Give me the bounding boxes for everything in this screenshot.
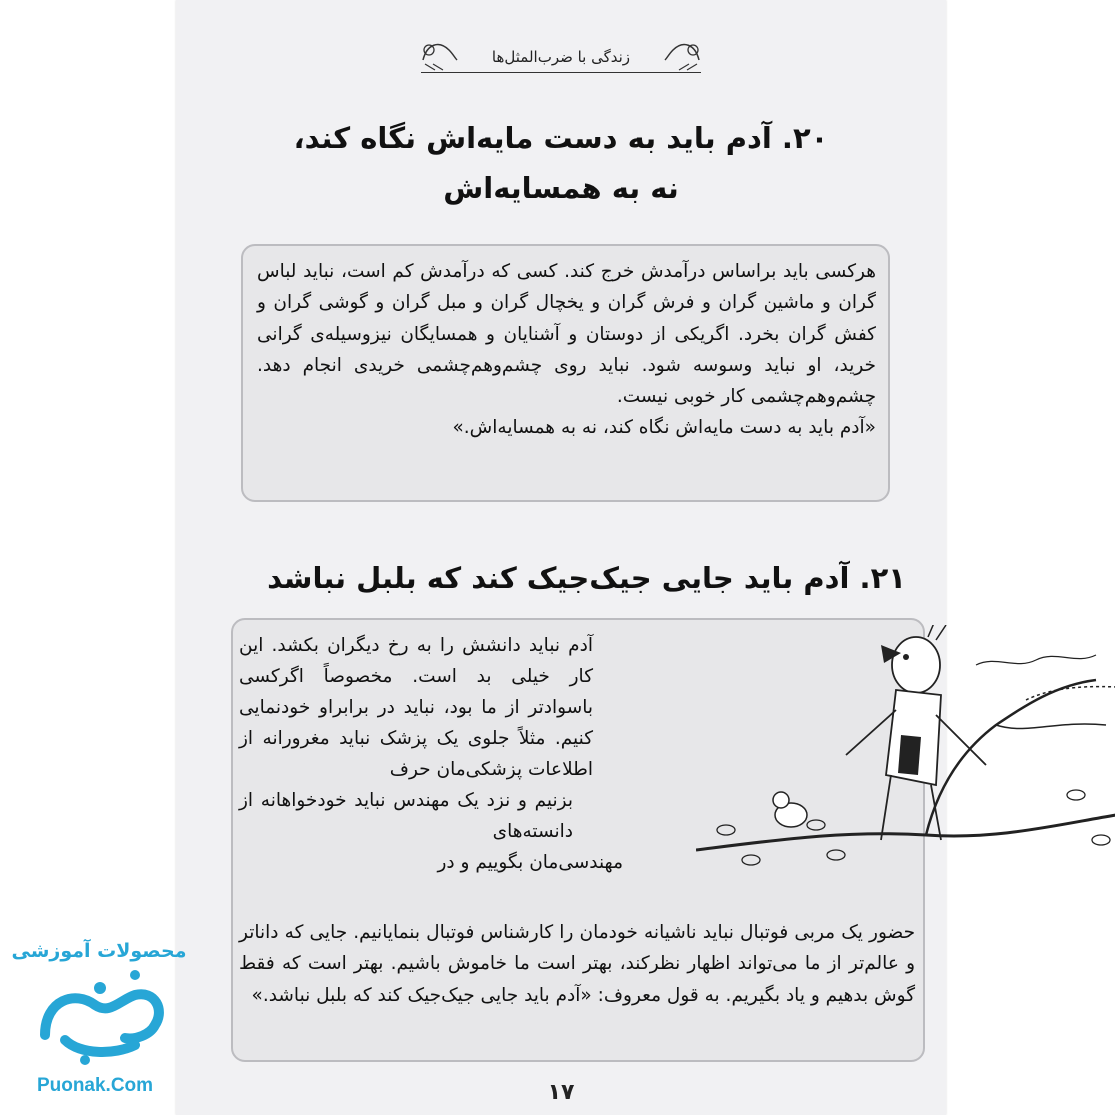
section-21-body-low: مهندسی‌مان بگوییم و در: [437, 852, 623, 873]
page-number: ۱۷: [547, 1080, 575, 1105]
section-21-body-top: آدم نباید دانشش را به رخ دیگران بکشد. این کار خیلی بد است. مخصوصاً اگرکسی باسوادتر از ما بود، نباید در برابراو خودنمایی کنیم. مثلاً جلوی یک پزشک نباید مغرورانه از اطلاعات پزشکی‌مان حرف: [239, 635, 593, 780]
ornament-right-icon: [663, 30, 703, 74]
book-page: [176, 0, 946, 1115]
section-20-heading: [236, 113, 886, 213]
watermark-url: Puonak.Com: [36, 1075, 154, 1096]
section-20-title-line1: ۲۰. آدم باید به دست مایه‌اش نگاه کند،: [293, 121, 829, 155]
section-20-title-line2: نه به همسایه‌اش: [443, 171, 679, 205]
section-20-text-box: [241, 244, 890, 502]
section-20-body: هرکسی باید براساس درآمدش خرج کند. کسی که درآمدش کم است، نباید لباس گران و ماشین گران و فرش گران و یخچال گران و مبل گران و گوشی گران و کفش گران بخرد. اگریکی از دوستان و آشنایان و همسایگان نیزوسیله‌ی گرانی خرید، او نباید وسوسه شود. نباید روی چشم‌وهم‌چشمی خریدی انجام دهد. چشم‌وهم‌چشمی کار خوبی نیست.: [257, 261, 876, 408]
section-21-body-bottom: حضور یک مربی فوتبال نباید ناشیانه خودمان را کارشناس فوتبال بنمایانیم. جایی که داناتر و عالم‌تر از ما می‌تواند اظهار نظرکند، بهتر است ما خاموش باشیم. بهتر است که فقط گوش بدهیم و یاد بگیریم. به قول معروف: «آدم باید جایی جیک‌جیک کند که بلبل نباشد.»: [239, 922, 915, 1006]
watermark-tagline: محصولات آموزشی: [11, 940, 187, 962]
bird-on-branch-illustration: [696, 625, 1115, 895]
header-rule: [421, 72, 701, 73]
puonak-watermark: [0, 930, 190, 1110]
section-21-body-mid: بزنیم و نزد یک مهندس نباید خودخواهانه از دانسته‌های: [239, 790, 573, 842]
puonak-logo-icon: [25, 960, 175, 1070]
running-header-title: زندگی با ضرب‌المثل‌ها: [491, 48, 631, 66]
section-20-quote: «آدم باید به دست مایه‌اش نگاه کند، نه به همسایه‌اش.»: [452, 417, 876, 439]
section-21-title: ۲۱. آدم باید جایی جیک‌جیک کند که بلبل نباشد: [267, 561, 906, 595]
running-header: [176, 28, 946, 90]
